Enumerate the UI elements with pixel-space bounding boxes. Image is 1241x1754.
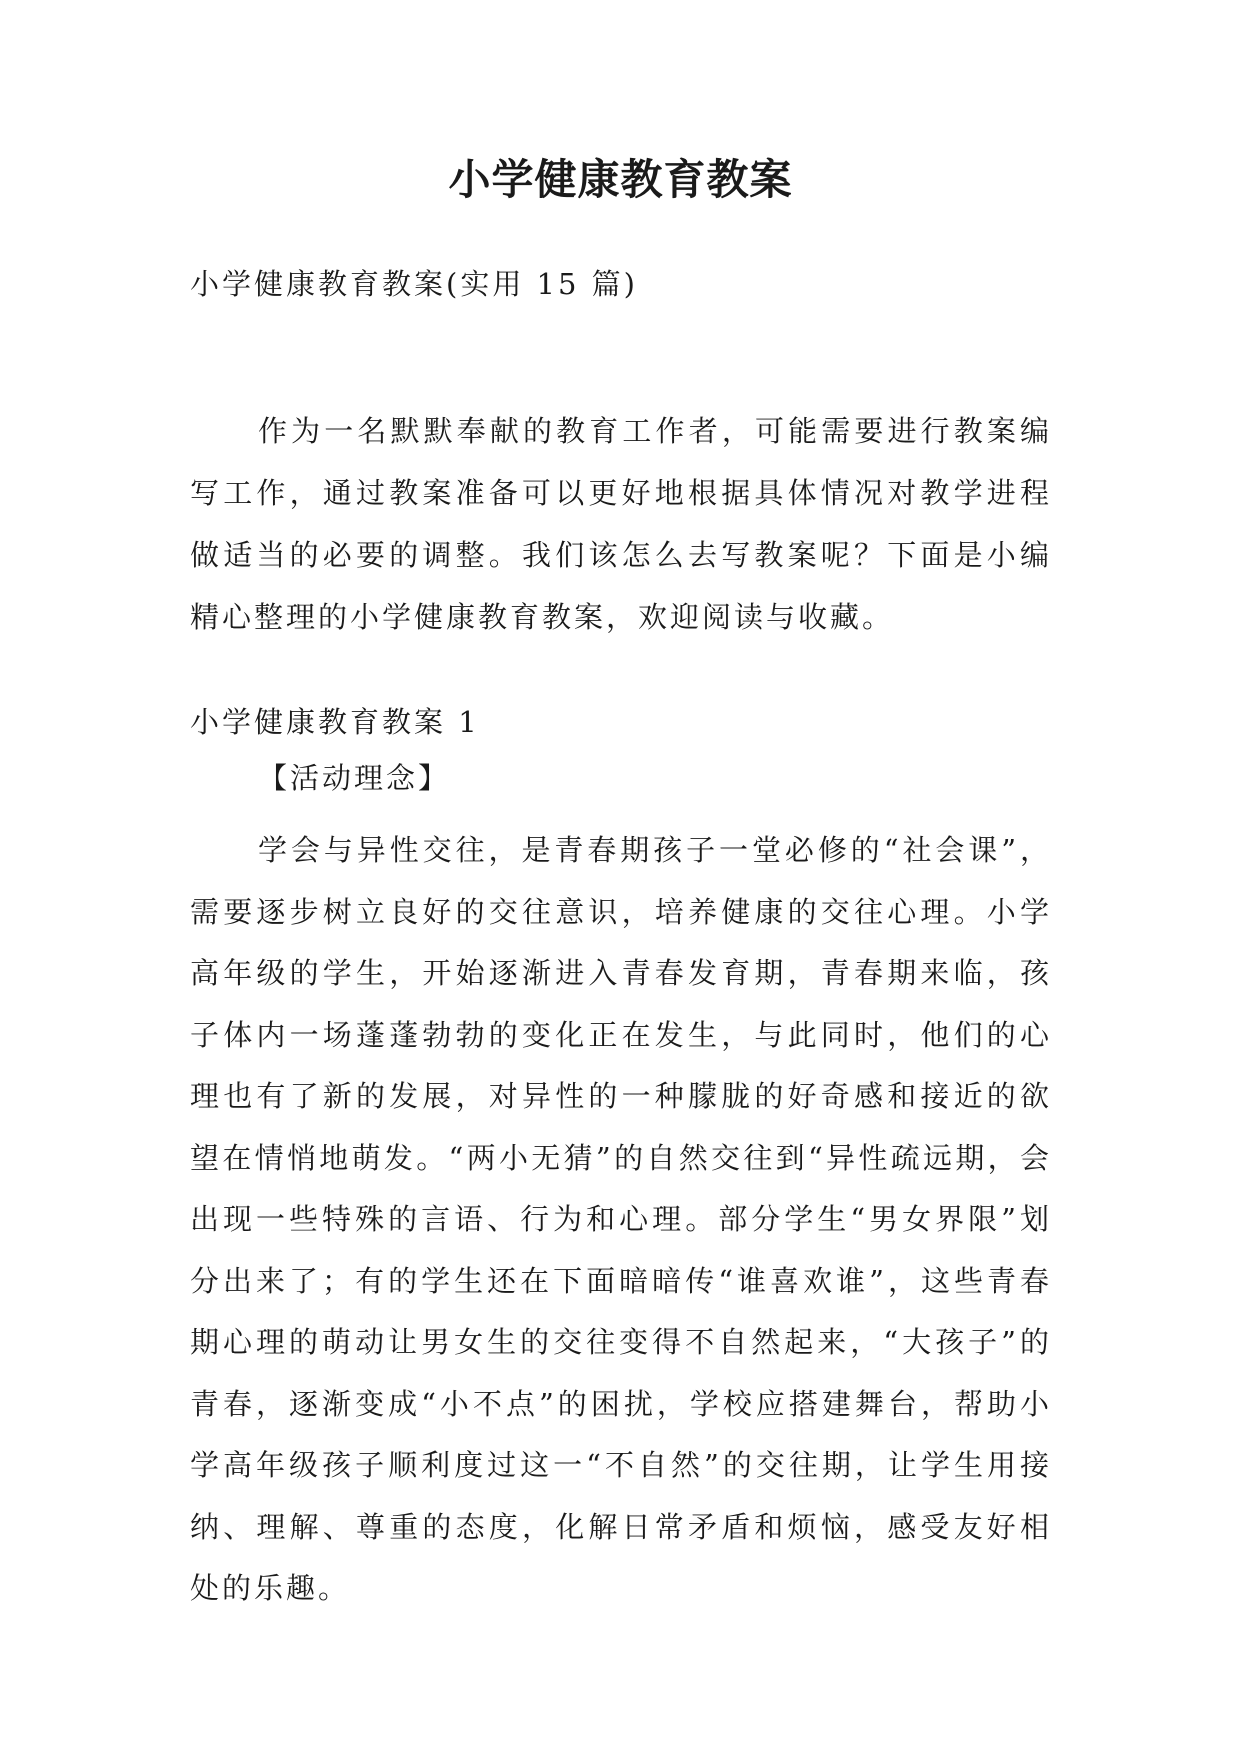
document-subtitle: 小学健康教育教案(实用 15 篇) xyxy=(190,267,638,301)
document-title: 小学健康教育教案 xyxy=(448,155,793,204)
intro-paragraph: 作为一名默默奉献的教育工作者，可能需要进行教案编写工作，通过教案准备可以更好地根据具体情况对教学进程做适当的必要的调整。我们该怎么去写教案呢？下面是小编精心整理的小学健康教育教案，欢迎阅读与收藏。 xyxy=(190,414,1052,634)
section-heading: 小学健康教育教案 1 xyxy=(190,705,480,739)
section-subheading: 【活动理念】 xyxy=(258,761,451,795)
body-paragraph: 学会与异性交往，是青春期孩子一堂必修的“社会课”，需要逐步树立良好的交往意识，培养健康的交往心理。小学高年级的学生，开始逐渐进入青春发育期，青春期来临，孩子体内一场蓬蓬勃勃的变化正在发生，与此同时，他们的心理也有了新的发展，对异性的一种朦胧的好奇感和接近的欲望在情悄地萌发。“两小无猜”的自然交往到“异性疏远期，会出现一些特殊的言语、行为和心理。部分学生“男女界限”划分出来了；有的学生还在下面暗暗传“谁喜欢谁”，这些青春期心理的萌动让男女生的交往变得不自然起来，“大孩子”的青春，逐渐变成“小不点”的困扰，学校应搭建舞台，帮助小学高年级孩子顺利度过这一“不自然”的交往期，让学生用接纳、理解、尊重的态度，化解日常矛盾和烦恼，感受友好相处的乐趣。 xyxy=(190,833,1052,1605)
